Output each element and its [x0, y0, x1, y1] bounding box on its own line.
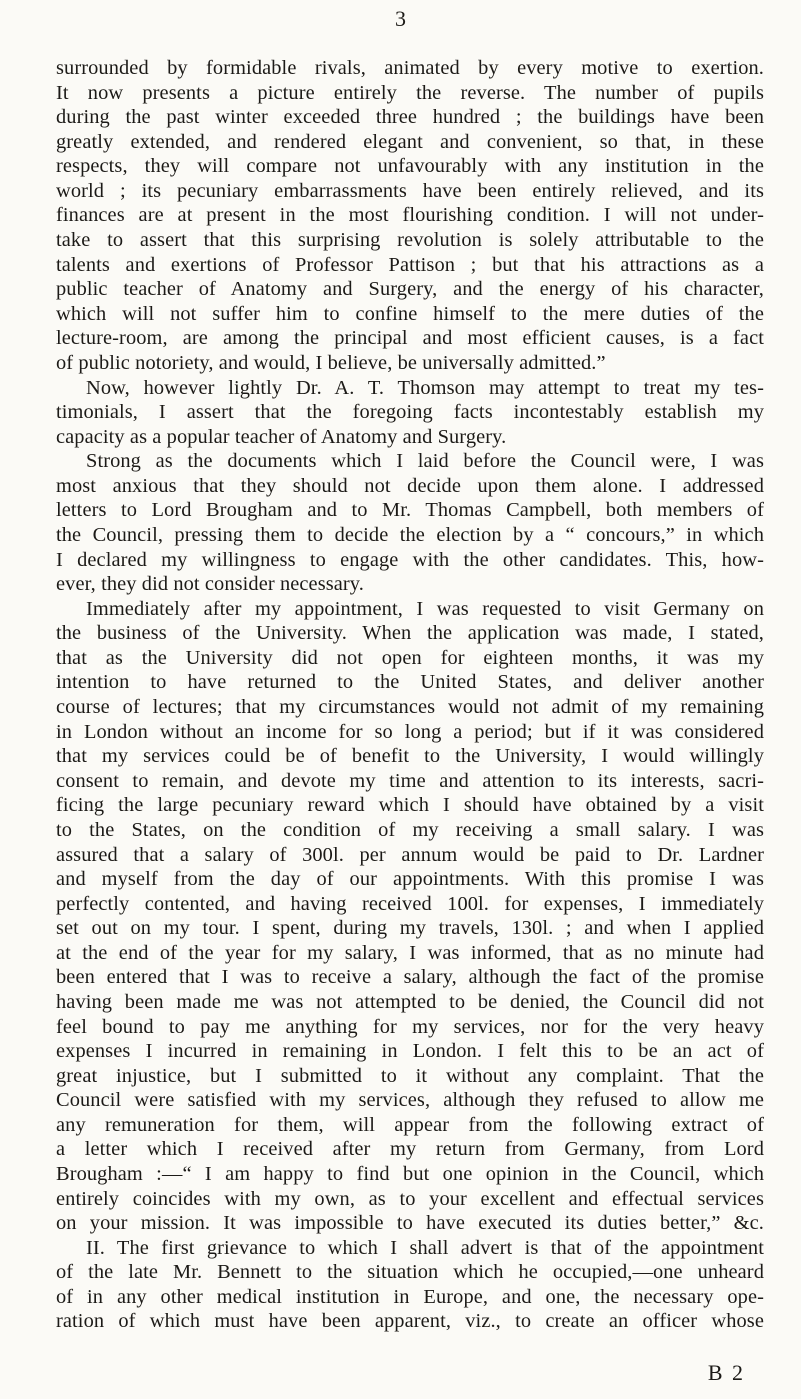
text-line: letters to Lord Brougham and to Mr. Thomas Campbell, both members of: [56, 499, 764, 522]
text-line: course of lectures; that my circumstances would not admit of my remaining: [56, 696, 764, 719]
text-line: It now presents a picture entirely the reverse. The number of pupils: [56, 81, 764, 104]
text-line: which will not suffer him to confine himself to the mere duties of the: [56, 302, 764, 325]
text-line: and myself from the day of our appointments. With this promise I was: [56, 868, 764, 891]
text-line: Council were satisfied with my services, although they refused to allow me: [56, 1089, 764, 1112]
text-line: take to assert that this surprising revolution is solely attributable to the: [56, 229, 764, 252]
text-line: ficing the large pecuniary reward which I should have obtained by a visit: [56, 794, 764, 817]
text-line: a letter which I received after my return from Germany, from Lord: [56, 1138, 764, 1161]
text-line: any remuneration for them, will appear from the following extract of: [56, 1113, 764, 1136]
text-line: consent to remain, and devote my time and attention to its interests, sacri-: [56, 769, 764, 792]
text-line: Now, however lightly Dr. A. T. Thomson may attempt to treat my tes-: [86, 376, 764, 399]
text-line: world ; its pecuniary embarrassments have been entirely relieved, and its: [56, 179, 764, 202]
text-line: lecture-room, are among the principal and most efficient causes, is a fact: [56, 327, 764, 350]
text-line: respects, they will compare not unfavourably with any institution in the: [56, 155, 764, 178]
text-line: ever, they did not consider necessary.: [56, 573, 364, 596]
text-line: ration of which must have been apparent, viz., to create an officer whose: [56, 1310, 764, 1333]
page-number: 3: [395, 6, 406, 31]
text-line: assured that a salary of 300l. per annum would be paid to Dr. Lardner: [56, 843, 764, 866]
text-line: expenses I incurred in remaining in London. I felt this to be an act of: [56, 1040, 764, 1063]
text-line: on your mission. It was impossible to have executed its duties better,” &c.: [56, 1212, 764, 1235]
text-line: feel bound to pay me anything for my services, nor for the very heavy: [56, 1015, 764, 1038]
text-line: at the end of the year for my salary, I was informed, that as no minute had: [56, 941, 764, 964]
text-line: intention to have returned to the United States, and deliver another: [56, 671, 764, 694]
text-line: to the States, on the condition of my receiving a small salary. I was: [56, 818, 764, 841]
text-line: the business of the University. When the application was made, I stated,: [56, 622, 764, 645]
text-line: public teacher of Anatomy and Surgery, and the energy of his character,: [56, 278, 764, 301]
text-line: finances are at present in the most flourishing condition. I will not under-: [56, 204, 764, 227]
text-line: Brougham :—“ I am happy to find but one opinion in the Council, which: [56, 1163, 764, 1186]
text-line: that as the University did not open for eighteen months, it was my: [56, 646, 764, 669]
text-line: having been made me was not attempted to be denied, the Council did not: [56, 990, 764, 1013]
text-line: entirely coincides with my own, as to your excellent and effectual services: [56, 1187, 764, 1210]
text-line: talents and exertions of Professor Pattison ; but that his attractions as a: [56, 253, 764, 276]
text-line: surrounded by formidable rivals, animated by every motive to exertion.: [56, 57, 764, 79]
text-line: II. The first grievance to which I shall advert is that of the appointment: [86, 1236, 764, 1259]
signature-mark: B 2: [707, 1360, 745, 1385]
text-line: perfectly contented, and having received 100l. for expenses, I immediately: [56, 892, 764, 915]
text-line: been entered that I was to receive a salary, although the fact of the promise: [56, 966, 764, 989]
text-line: I declared my willingness to engage with the other candidates. This, how-: [56, 548, 764, 571]
text-line: of public notoriety, and would, I believe, be universally admitted.”: [56, 351, 606, 374]
text-line: the Council, pressing them to decide the election by a “ concours,” in which: [56, 523, 764, 546]
text-line: timonials, I assert that the foregoing facts incontestably establish my: [56, 401, 764, 424]
text-line: of in any other medical institution in Europe, and one, the necessary ope-: [56, 1285, 764, 1308]
text-line: Strong as the documents which I laid before the Council were, I was: [86, 450, 764, 473]
body-text: [56, 56, 764, 1334]
text-line: most anxious that they should not decide upon them alone. I addressed: [56, 474, 764, 497]
text-line: capacity as a popular teacher of Anatomy and Surgery.: [56, 425, 507, 448]
text-line: in London without an income for so long a period; but if it was considered: [56, 720, 764, 743]
text-line: set out on my tour. I spent, during my travels, 130l. ; and when I applied: [56, 917, 764, 940]
text-line: during the past winter exceeded three hundred ; the buildings have been: [56, 106, 764, 129]
text-line: that my services could be of benefit to the University, I would willingly: [56, 745, 764, 768]
text-line: great injustice, but I submitted to it without any complaint. That the: [56, 1064, 764, 1087]
text-line: of the late Mr. Bennett to the situation which he occupied,—one unheard: [56, 1261, 764, 1284]
text-line: greatly extended, and rendered elegant and convenient, so that, in these: [56, 130, 764, 153]
text-line: Immediately after my appointment, I was requested to visit Germany on: [86, 597, 764, 620]
